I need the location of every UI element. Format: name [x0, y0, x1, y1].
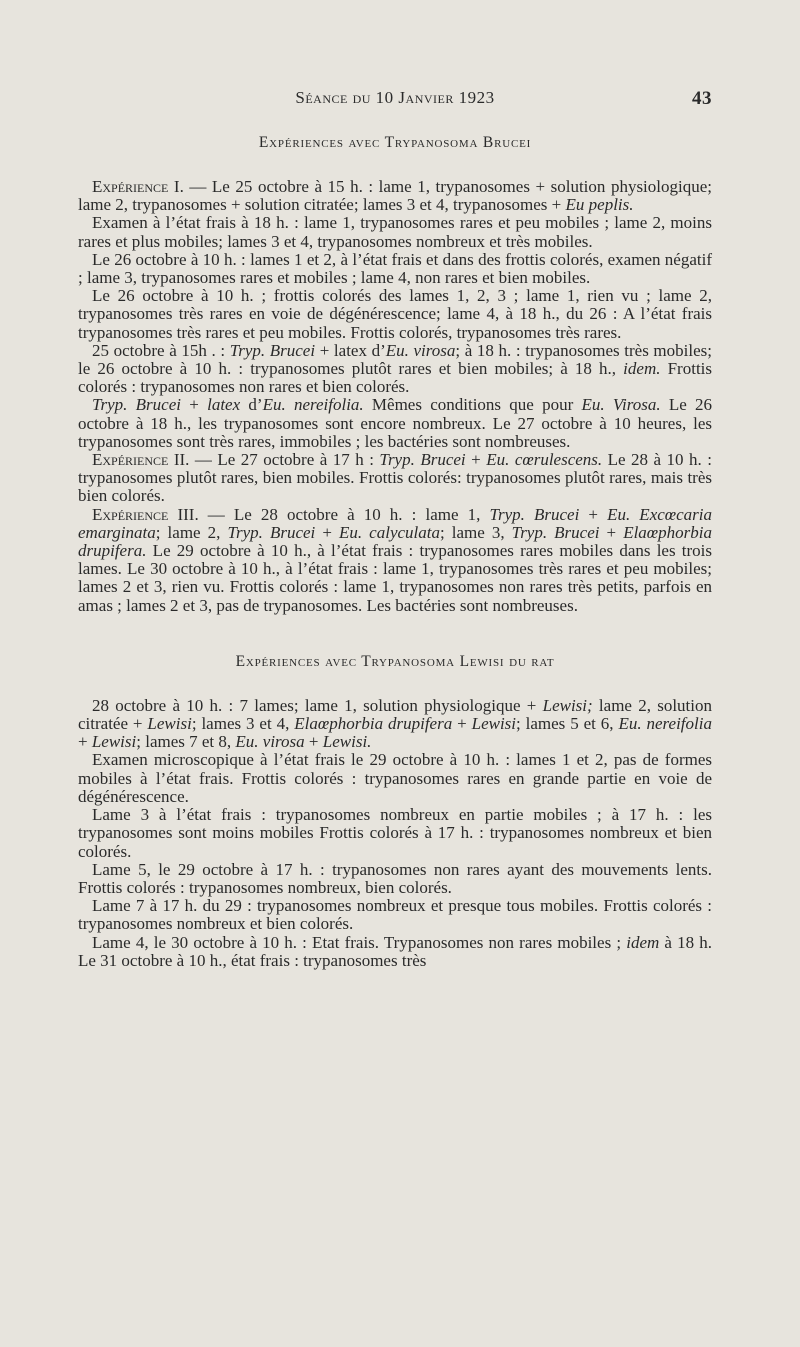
text-run: ; lames 5 et 6, [516, 714, 619, 734]
text-run: — Le 27 octobre à 17 h : [189, 450, 380, 470]
text-run: Examen microscopique à l’état frais le 29 octobre à 10 h. : lames 1 et 2, pas de formes mobiles à l’état frais. Frottis colorés : trypanosomes rares en grande partie en voie de dégénérescence. [78, 750, 712, 806]
section-title-lewisi: Expériences avec Trypanosoma Lewisi du rat [235, 652, 555, 670]
italic-run: Tryp. Brucei [229, 340, 316, 360]
italic-run: Eu. Virosa. [581, 395, 661, 415]
text-run: Lame 3 à l’état frais : trypanosomes nombreux en partie mobiles ; à 17 h. : les trypanosomes sont moins mobiles Frottis colorés à 17 h. : trypanosomes nombreux et bien colorés. [78, 805, 712, 861]
experiment-label: Expérience II. [92, 450, 190, 470]
text-run: Lame 5, le 29 octobre à 17 h. : trypanosomes non rares ayant des mouvements lents. Frottis colorés : trypanosomes nombreux, bien colorés. [78, 859, 712, 897]
text-run: + [599, 522, 624, 542]
italic-run: Lewisi [471, 714, 517, 734]
paragraph [78, 861, 712, 897]
text-run: ; lames 3 et 4, [191, 714, 295, 734]
italic-run: Tryp. Brucei [511, 522, 600, 542]
italic-run: idem. [623, 359, 661, 379]
italic-run: Tryp. Brucei [489, 504, 580, 524]
text-run: Lame 4, le 30 octobre à 10 h. : Etat frais. Trypanosomes non rares mobiles ; [92, 932, 627, 952]
paragraph [78, 806, 712, 861]
italic-run: Eu. nereifolia [618, 714, 712, 734]
paragraph [78, 506, 712, 615]
text-run: 28 octobre à 10 h. : 7 lames; lame 1, solution physiologique + [92, 695, 543, 715]
text-run: Mêmes conditions que pour [363, 395, 582, 415]
text-run: Lame 7 à 17 h. du 29 : trypanosomes nombreux et presque tous mobiles. Frottis colorés : trypanosomes nombreux et bien colorés. [78, 896, 712, 934]
italic-run: Eu. Excœcaria emarginata [78, 504, 713, 542]
paragraph [78, 751, 712, 806]
text-run: 25 octobre à 15h . : [92, 340, 230, 360]
text-run: + [452, 714, 472, 734]
text-run: ; lames 7 et 8, [136, 732, 236, 752]
section-title-brucei: Expériences avec Trypanosoma Brucei [258, 134, 532, 151]
italic-run: Eu. nereifolia. [262, 395, 364, 415]
paragraph [78, 897, 712, 933]
italic-run: Eu peplis. [565, 195, 634, 215]
text-run: + latex d’ [315, 340, 386, 360]
experiment-label: Expérience III. [92, 504, 199, 524]
text-run: — Le 28 octobre à 10 h. : lame 1, [198, 504, 490, 524]
paragraph [78, 178, 712, 214]
italic-run: Lewisi [91, 732, 137, 752]
paragraph [78, 451, 712, 506]
text-run: Frottis colorés : trypanosomes non rares et bien colorés. [78, 359, 713, 397]
section-body-lewisi [78, 697, 712, 970]
text-run: à 18 h. Le 31 octobre à 10 h., état frais : trypanosomes très [78, 932, 713, 970]
text-run: ; à 18 h. : trypanosomes très mobiles; le 26 octobre à 10 h. : trypanosomes plutôt rares et bien mobiles; à 18 h., [78, 340, 712, 379]
paragraph [78, 396, 712, 451]
paragraph [78, 697, 712, 752]
italic-run: Eu. virosa [235, 732, 305, 752]
text-run: Le 26 octobre à 10 h. ; frottis colorés des lames 1, 2, 3 ; lame 1, rien vu ; lame 2, trypanosomes très rares en voie de dégénérescence; lame 4, à 18 h., du 26 : A l’état frais trypanosomes très rares et peu mobiles. Frottis colorés, trypanosomes très rares. [78, 286, 712, 342]
italic-run: idem [626, 932, 660, 952]
text-run: Examen à l’état frais à 18 h. : lame 1, trypanosomes rares et peu mobiles ; lame 2, moins rares et plus mobiles; lames 3 et 4, trypanosomes nombreux et très mobiles. [78, 213, 712, 251]
text-run: lame 2, solution citratée + [78, 695, 712, 734]
text-run: + [465, 450, 487, 470]
text-run: + [181, 395, 208, 415]
text-run: + [304, 732, 323, 752]
italic-run: Tryp. Brucei [379, 450, 466, 470]
italic-run: Lewisi [147, 714, 192, 734]
page [78, 84, 712, 970]
paragraph [78, 214, 712, 250]
page-number: 43 [692, 88, 712, 109]
italic-run: Eu. cœrulescens. [486, 450, 603, 470]
text-run: d’ [240, 395, 263, 415]
italic-run: Tryp. Brucei [92, 395, 181, 415]
italic-run: Lewisi; [542, 695, 593, 715]
text-run: ; lame 2, [155, 522, 228, 542]
text-run: Le 28 à 10 h. : trypanosomes plutôt rares, bien mobiles. Frottis colorés: trypanosomes plutôt rares, mais très bien colorés. [78, 450, 712, 506]
italic-run: Elaœphorbia drupifera. [78, 522, 712, 561]
italic-run: Lewisi. [322, 732, 372, 752]
running-title: Séance du 10 Janvier 1923 [295, 88, 495, 107]
italic-run: Eu. virosa [385, 340, 456, 360]
italic-run: Eu. calyculata [338, 522, 440, 542]
running-head [78, 84, 712, 114]
italic-run: Elaœphorbia drupifera [294, 714, 453, 734]
text-run: Le 29 octobre à 10 h., à l’état frais : trypanosomes rares mobiles dans les trois lames. Le 30 octobre à 10 h., à l’état frais : lame 1, trypanosomes très rares et peu mobiles; lames 2 et 3, rien vu. Frottis colorés : lame 1, trypanosomes non rares très petits, parfois en amas ; lames 2 et 3, pas de trypanosomes. Les bactéries sont nombreuses. [78, 541, 712, 615]
section-body-brucei [78, 178, 712, 615]
paragraph [78, 342, 712, 397]
paragraph [78, 934, 712, 970]
text-run: + [78, 732, 92, 752]
text-run: + [315, 522, 339, 542]
text-run: — Le 25 octobre à 15 h. : lame 1, trypanosomes + solution physiologique; lame 2, trypanosomes + solution citratée; lames 3 et 4, trypanosomes + [78, 177, 712, 215]
paragraph [78, 287, 712, 342]
text-run: Le 26 octobre à 18 h., les trypanosomes sont encore nombreux. Le 27 octobre à 10 heures, les trypanosomes sont très rares, immobiles ; les bactéries sont nombreuses. [78, 395, 713, 451]
text-run: ; lame 3, [439, 522, 512, 542]
italic-run: latex [207, 395, 241, 415]
italic-run: Tryp. Brucei [227, 522, 316, 542]
paragraph [78, 251, 712, 287]
text-run: + [579, 504, 608, 524]
experiment-label: Expérience I. [92, 177, 184, 196]
text-run: Le 26 octobre à 10 h. : lames 1 et 2, à l’état frais et dans des frottis colorés, examen négatif ; lame 3, trypanosomes rares et mobiles ; lame 4, non rares et bien mobiles. [78, 249, 712, 288]
